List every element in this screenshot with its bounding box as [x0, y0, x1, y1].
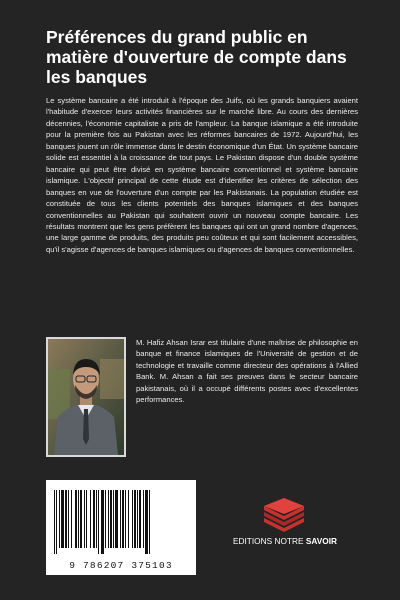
publisher-name-prefix: EDITIONS NOTRE — [232, 536, 306, 546]
author-photo — [46, 337, 126, 457]
isbn-barcode — [46, 480, 196, 575]
book-summary: Le système bancaire a été introduit à l'époque des Juifs, où les grands banquiers avaient l'habitude d'exercer leurs activités financières sur le marché libre. Au cours des dernières décennies, l'économie capitaliste a pris de l'ampleur. La banque islamique a été introduite pour la première fois au Pakistan avec les réformes bancaires de 1972. Aujourd'hui, les banques jouent un rôle immense dans le destin économique d'un État. Un système bancaire solide est essentiel à la croissance de tout pays. Le Pakistan dispose d'un double système bancaire qui peut être divisé en système bancaire conventionnel et système bancaire islamique. L'objectif principal de cette étude est d'identifier les critères de sélection des banques en vue de l'ouverture d'un compte par les Pakistanais. La population étudiée est constituée de tous les clients potentiels des banques islamiques et des banques conventionnelles au Pakistan qui souhaitent ouvrir un nouveau compte bancaire. Les résultats montrent que les gens préfèrent les banques qui ont un grand nombre d'agences, une large gamme de produits, des produits peu coûteux et qui sont facilement accessibles, qu'il s'agisse d'agences de banques islamiques ou d'agences de banques conventionnelles. — [46, 96, 358, 254]
barcode-bars — [54, 490, 188, 554]
publisher-name — [230, 536, 340, 546]
isbn-number: 9 786207 375103 — [69, 560, 173, 571]
publisher-name-bold: SAVOIR — [305, 536, 338, 546]
author-bio: M. Hafiz Ahsan Israr est titulaire d'une maîtrise de philosophie en banque et finance islamiques de l'Université de gestion et de technologie et travaille comme directeur des opérations à l'Allied Bank. M. Ahsan a fait ses preuves dans le secteur bancaire pakistanais, où il a occupé différents postes avec d'excellentes performances. — [136, 338, 358, 405]
publisher-books-logo-icon — [260, 498, 308, 532]
book-title: Préférences du grand public en matière d'ouverture de compte dans les banques — [46, 27, 347, 87]
